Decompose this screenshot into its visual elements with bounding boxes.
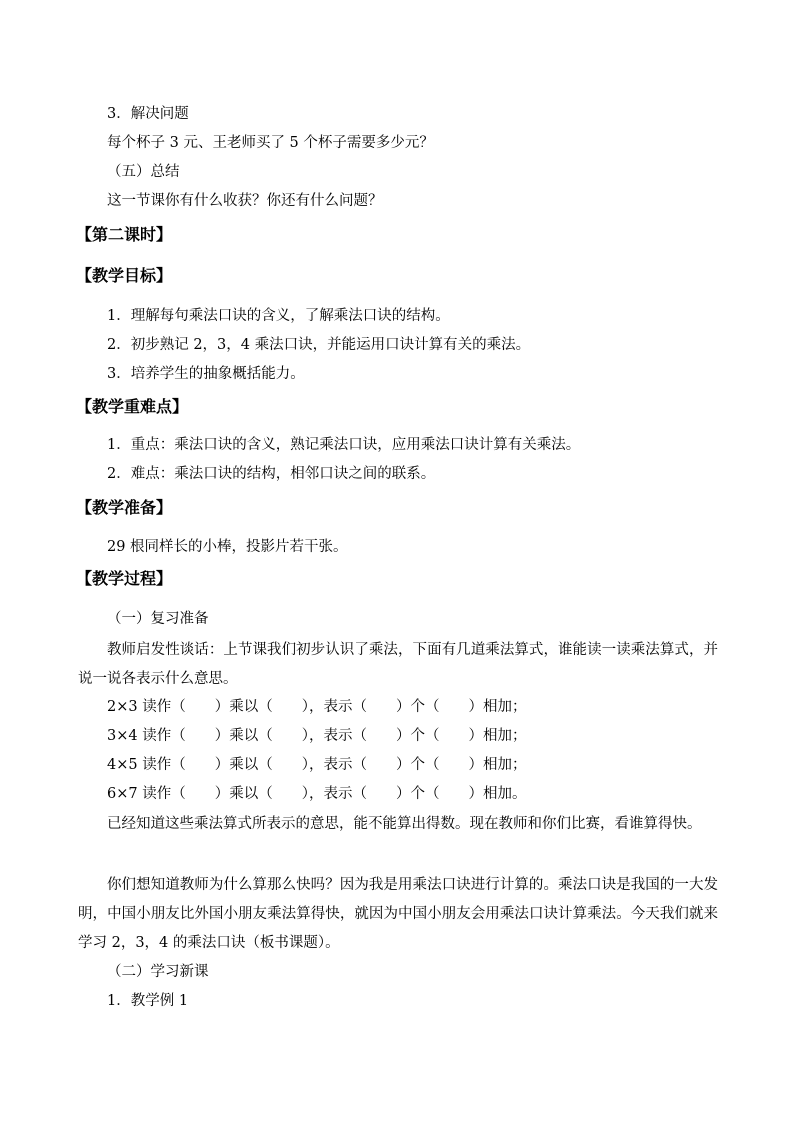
exercise-line-3: 4×5 读作（ ）乘以（ ），表示（ ）个（ ）相加；	[107, 757, 527, 773]
preparation-text: 29 根同样长的小棒，投影片若干张。	[107, 539, 348, 555]
heading-teaching-goals: 【教学目标】	[76, 266, 173, 285]
heading-preparation: 【教学准备】	[76, 498, 173, 517]
heading-teaching-process: 【教学过程】	[76, 569, 173, 588]
paragraph-multiplication-rhyme: 你们想知道教师为什么算那么快吗？因为我是用乘法口诀进行计算的。乘法口诀是我国的一大发明，中国小朋友比外国小朋友乘法算得快，就因为中国小朋友会用乘法口诀计算乘法。今天我们就来学习 2，3，4 的乘法口诀（板书课题）。	[78, 877, 718, 951]
goal-item-1: 1．理解每句乘法口诀的含义，了解乘法口诀的结构。	[107, 308, 450, 324]
section-item-solve-problem: 3．解决问题	[107, 106, 189, 122]
key-point-item-2: 2．难点：乘法口诀的结构，相邻口诀之间的联系。	[107, 466, 436, 482]
exercise-line-2: 3×4 读作（ ）乘以（ ），表示（ ）个（ ）相加；	[107, 728, 527, 744]
section-example-1: 1．教学例 1	[107, 993, 189, 1009]
heading-lesson-two: 【第二课时】	[76, 225, 173, 244]
section-summary: （五）总结	[107, 164, 180, 180]
heading-key-difficult-points: 【教学重难点】	[76, 397, 189, 416]
exercise-line-4: 6×7 读作（ ）乘以（ ），表示（ ）个（ ）相加。	[107, 786, 527, 802]
goal-item-3: 3．培养学生的抽象概括能力。	[107, 366, 305, 382]
section-learn-new: （二）学习新课	[107, 964, 209, 980]
section-review-preparation: （一）复习准备	[107, 611, 209, 627]
paragraph-competition: 已经知道这些乘法算式所表示的意思，能不能算出得数。现在教师和你们比赛，看谁算得快。	[107, 816, 702, 832]
exercise-line-1: 2×3 读作（ ）乘以（ ），表示（ ）个（ ）相加；	[107, 699, 527, 715]
summary-text: 这一节课你有什么收获？你还有什么问题？	[107, 193, 383, 209]
key-point-item-1: 1．重点：乘法口诀的含义，熟记乘法口诀，应用乘法口诀计算有关乘法。	[107, 437, 581, 453]
paragraph-teacher-talk: 教师启发性谈话：上节课我们初步认识了乘法，下面有几道乘法算式，谁能读一读乘法算式，并说一说各表示什么意思。	[78, 642, 718, 687]
goal-item-2: 2．初步熟记 2，3，4 乘法口诀，并能运用口诀计算有关的乘法。	[107, 337, 531, 353]
problem-text: 每个杯子 3 元、王老师买了 5 个杯子需要多少元？	[107, 135, 434, 151]
